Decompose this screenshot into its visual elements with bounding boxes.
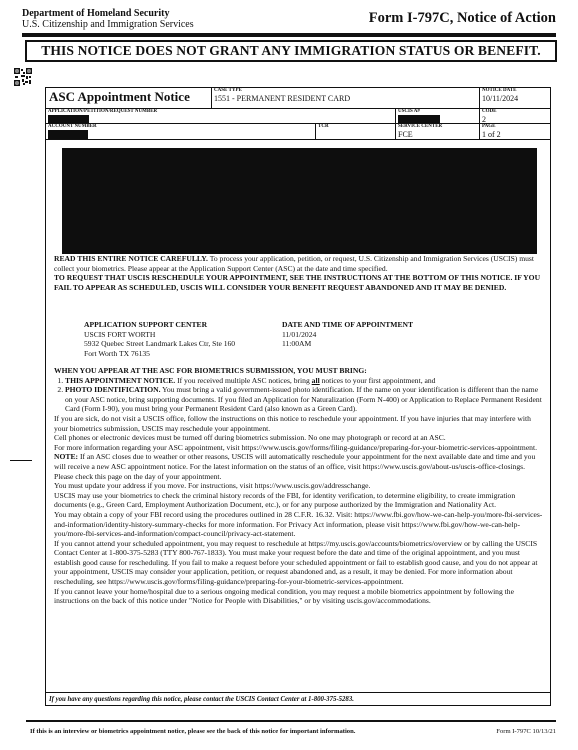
intro-section: [54, 254, 546, 292]
redacted-a-number: [398, 115, 440, 123]
form-revision: Form I-797C 10/13/21: [496, 728, 556, 735]
fbi-use-paragraph: USCIS may use your biometrics to check the criminal history records of the FBI, for identity verification, to determine eligibility, to create immigration documents (e.g., Green Card, Employment Authorization Document, etc.), or for any purpose authorized by the Immigration and Nationality Act.: [54, 490, 516, 510]
case-type-label: CASE TYPE: [214, 88, 242, 93]
bring-item-notice: 1. THIS APPOINTMENT NOTICE. If you received multiple ASC notices, bring all notices to your first appointment, and: [65, 376, 546, 386]
redacted-address-block: [62, 148, 537, 254]
app-number-cell: [46, 109, 396, 124]
uscis-a-cell: [396, 109, 480, 124]
intro-text: To process your application, petition, or request, U.S. Citizenship and Immigration Services (USCIS) must collect your biometrics. Please appear at the Application Support Center (ASC) at the date and time specified.: [54, 254, 534, 273]
code-cell: [480, 109, 551, 124]
note-paragraph: NOTE: If an ASC closes due to weather or other reasons, USCIS will automatically reschedule your appointment for the next available date and time and you will receive a new ASC appointment notice. For the latest information on the status of an office, visit https://www.uscis.gov/about-us/uscis-office-closings. Please check this page on the day of your appointment.: [54, 452, 536, 481]
asc-heading: APPLICATION SUPPORT CENTER: [84, 320, 208, 329]
app-number-label: APPLICATION/PETITION/REQUEST NUMBER: [48, 109, 158, 114]
page-value: 1 of 2: [482, 130, 501, 139]
service-center-label: SERVICE CENTER: [398, 124, 443, 129]
notice-title: ASC Appointment Notice: [49, 89, 190, 104]
asc-street: 5932 Quebec Street Landmark Lakes Ctr, Ste 160: [84, 339, 236, 349]
service-center-value: FCE: [398, 130, 413, 139]
address-paragraph: You must update your address if you move. For instructions, visit https://www.uscis.gov/addresschange.: [54, 481, 371, 491]
appointment-block: [282, 320, 482, 349]
appointment-heading: DATE AND TIME OF APPOINTMENT: [282, 320, 414, 329]
code-label: CODE: [482, 109, 497, 114]
intro-lead: READ THIS ENTIRE NOTICE CAREFULLY.: [54, 254, 208, 263]
phones-paragraph: Cell phones or electronic devices must be turned off during biometrics submission. No one may photograph or record at an ASC.: [54, 433, 446, 443]
account-label: ACCOUNT NUMBER: [48, 124, 97, 129]
case-type-cell: [212, 88, 480, 109]
notice-date-cell: [480, 88, 551, 109]
sick-paragraph: If you are sick, do not visit a USCIS office, follow the instructions on this notice to reschedule your appointment. If you have injuries that may interfere with your biometrics submission, USCIS may reschedule your appointment.: [54, 413, 531, 433]
page-label: PAGE: [482, 124, 496, 129]
form-title: Form I-797C, Notice of Action: [368, 10, 556, 26]
notice-date-value: 10/11/2024: [482, 94, 519, 103]
service-center-cell: [396, 124, 480, 140]
fold-mark: [10, 460, 32, 461]
case-type-value: 1551 - PERMANENT RESIDENT CARD: [214, 94, 351, 103]
agency-name: Department of Homeland Security: [22, 8, 170, 19]
footer-rule: [26, 720, 556, 722]
fbi-copy-paragraph: You may obtain a copy of your FBI record using the procedures outlined in 28 C.F.R. 16.32. Visit: https://www.fbi.gov/how-we-can-help-you/more-fbi-services-and-information/identity-history-summary-checks for more information. For Privacy Act information, please visit https://www.fbi.gov/how-we-can-help-you/more-fbi-services-and-information/compact-council/privacy-act-statement.: [54, 509, 543, 539]
asc-address: [84, 320, 284, 358]
more-info-paragraph: For more information regarding your ASC appointment, visit https://www.uscis.gov/forms/filing-guidance/preparing-for-your-biometric-services-appointment.: [54, 442, 537, 452]
uscis-a-label: USCIS A#: [398, 109, 420, 114]
asc-city: Fort Worth TX 76135: [84, 348, 150, 358]
intro-paragraph: [54, 254, 546, 273]
asc-name: USCIS FORT WORTH: [84, 329, 156, 339]
contact-line: If you have any questions regarding this notice, please contact the USCIS Contact Center at 1-800-375-5283.: [46, 692, 550, 705]
notice-title-cell: [46, 88, 212, 109]
qr-code-icon: [14, 68, 32, 86]
notice-box: [45, 87, 551, 706]
agency-header: [22, 8, 194, 30]
status-banner: THIS NOTICE DOES NOT GRANT ANY IMMIGRATION STATUS OR BENEFIT.: [25, 40, 557, 62]
notice-date-label: NOTICE DATE: [482, 88, 517, 93]
mobile-paragraph: If you cannot leave your home/hospital due to a serious ongoing medical condition, you may request a mobile biometrics appointment by following the instructions on the back of this notice under "Notice for People with Disabilities," or by visiting uscis.gov/accommodations.: [54, 586, 514, 606]
page-cell: [480, 124, 551, 140]
reschedule-paragraph: If you cannot attend your scheduled appointment, you may request to reschedule at https://my.uscis.gov/accounts/biometrics/overview or by calling the USCIS Contact Center at 1-800-375-5283 (TTY 800-767-1833). You must make your request before the date and time of the original appointment, and you must establish good cause for rescheduling. If you fail to make a request before your scheduled appointment or fail to establish good cause, and you do not appear at your appointment, USCIS may consider your application, petition, or request abandoned and, as a result, it may be denied. For more information about rescheduling, see https://www.uscis.gov/forms/filing-guidance/preparing-for-your-biometric-services-appointment.: [54, 538, 538, 587]
code-value: 2: [482, 115, 486, 124]
tcr-label: TCR: [318, 124, 329, 129]
bring-item-photo-id: 2. PHOTO IDENTIFICATION. You must bring a valid government-issued photo identification. If the name on your identification is different than the name on your ASC notice, bring supporting documents. If you filed an Application for Naturalization (Form N-400) or Application to Replace Permanent Resident Card (Form I-90), you must bring your Permanent Resident Card (also known as a Green Card).: [65, 385, 546, 414]
instructions-section: [54, 366, 546, 606]
appointment-time: 11:00AM: [282, 339, 312, 349]
tcr-cell: [316, 124, 396, 140]
subagency-name: U.S. Citizenship and Immigration Services: [22, 19, 194, 30]
bring-list: [54, 376, 546, 414]
appointment-date: 11/01/2024: [282, 329, 317, 339]
header-rule: [22, 33, 556, 37]
redacted-account-number: [48, 130, 88, 139]
footer-note: If this is an interview or biometrics appointment notice, please see the back of this notice for important information.: [30, 728, 356, 735]
redacted-app-number: [48, 115, 89, 123]
intro-warning: TO REQUEST THAT USCIS RESCHEDULE YOUR APPOINTMENT, SEE THE INSTRUCTIONS AT THE BOTTOM OF THIS NOTICE. IF YOU FAIL TO APPEAR AS SCHEDULED, USCIS WILL CONSIDER YOUR BENEFIT REQUEST ABANDONED AND IT MAY BE DENIED.: [54, 273, 541, 292]
account-cell: [46, 124, 316, 140]
bring-heading: WHEN YOU APPEAR AT THE ASC FOR BIOMETRICS SUBMISSION, YOU MUST BRING:: [54, 366, 367, 375]
